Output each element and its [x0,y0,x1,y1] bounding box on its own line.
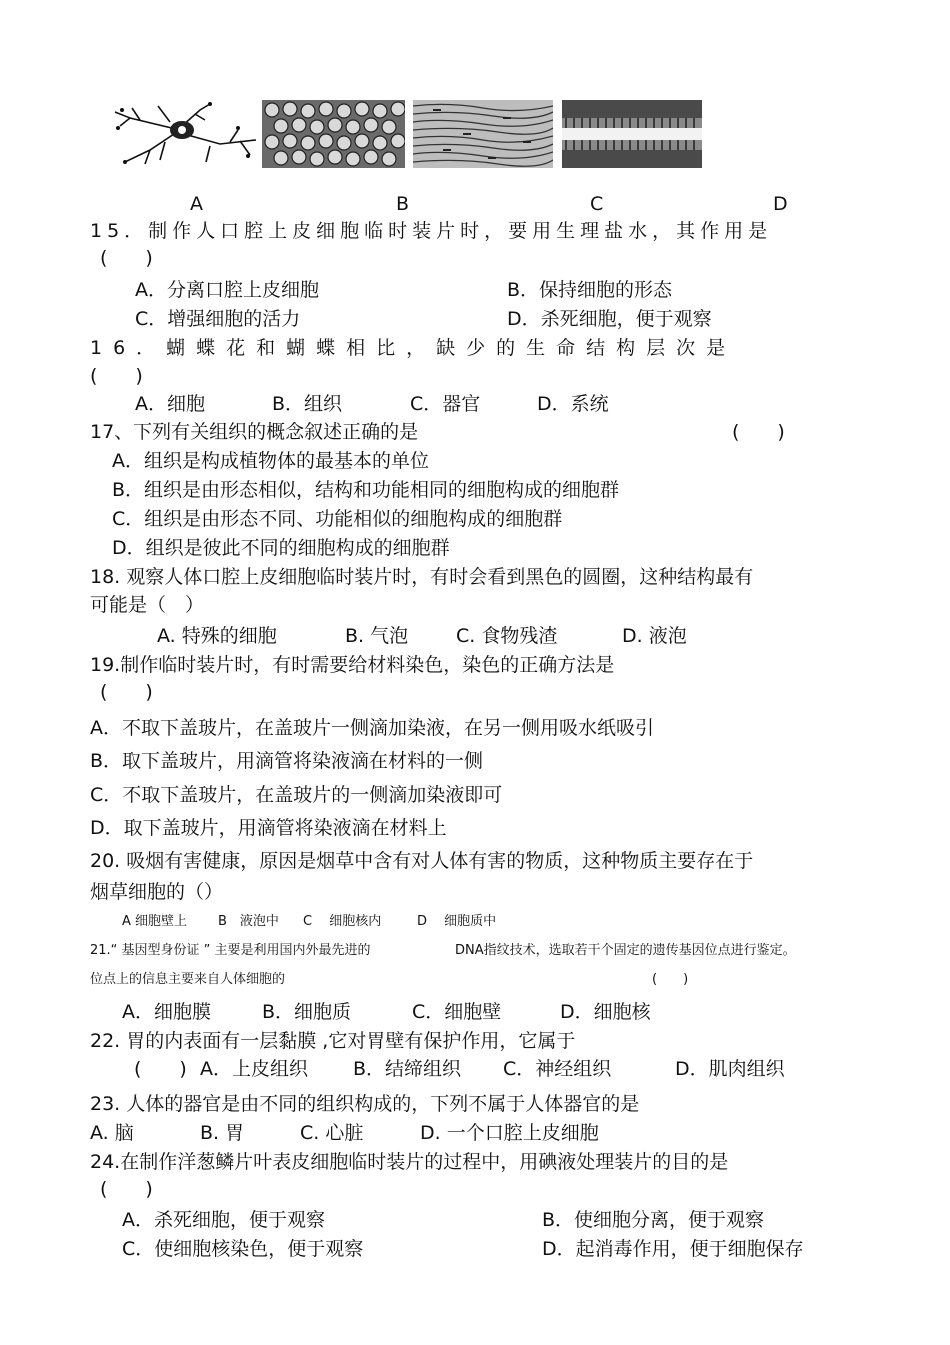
q23-stem: 23. 人体的器官是由不同的组织构成的，下列不属于人体器官的是 [90,1093,640,1115]
figure-image-d-tissue-section [562,100,702,168]
q16-answer-paren: ( ) [90,365,143,387]
q17-stem: 17、下列有关组织的概念叙述正确的是 [90,421,419,443]
q18-option-d: D. 液泡 [622,625,687,647]
q16-option-c: C．器官 [410,393,481,415]
q24-option-d: D．起消毒作用，便于细胞保存 [542,1238,804,1260]
q23-option-a: A. 脑 [90,1122,134,1144]
q22-stem: 22. 胃的内表面有一层黏膜 ,它对胃壁有保护作用，它属于 [90,1030,576,1052]
q20-option-c: C 细胞核内 [303,914,382,929]
figure-label-d: D [773,193,788,215]
q19-stem: 19.制作临时装片时，有时需要给材料染色，染色的正确方法是 [90,654,615,676]
figure-label-c: C [590,193,604,215]
q22-option-c: C．神经组织 [503,1058,612,1080]
q20-stem-line2: 烟草细胞的（） [90,881,224,903]
q16-option-a: A．细胞 [135,393,205,415]
q18-option-c: C. 食物残渣 [456,625,558,647]
q24-option-c: C．使细胞核染色，便于观察 [122,1238,364,1260]
q21-option-d: D．细胞核 [560,1001,651,1023]
q16-stem: 16．蝴蝶花和蝴蝶相比，缺少的生命结构层次是 [90,337,737,359]
q22-answer-paren: ( ) [134,1058,187,1080]
q16-option-d: D．系统 [537,393,609,415]
figure-image-c-muscle-tissue [413,100,553,168]
q23-option-c: C. 心脏 [300,1122,364,1144]
q21-option-a: A．细胞膜 [122,1001,211,1023]
q23-option-d: D. 一个口腔上皮细胞 [420,1122,599,1144]
q21-answer-paren: ( ) [652,972,689,987]
q15-answer-paren: ( ) [100,247,153,269]
q17-option-c: C．组织是由形态不同、功能相似的细胞构成的细胞群 [112,508,563,530]
q18-option-a: A. 特殊的细胞 [157,625,277,647]
q21-option-c: C．细胞壁 [412,1001,502,1023]
figure-image-b-epithelial-tissue [262,100,405,168]
q15-option-d: D．杀死细胞，便于观察 [507,308,712,330]
q17-option-a: A．组织是构成植物体的最基本的单位 [112,450,429,472]
figure-label-b: B [396,193,410,215]
q17-option-b: B．组织是由形态相似，结构和功能相同的细胞构成的细胞群 [112,479,620,501]
q18-stem-line2: 可能是（ ） [90,594,205,616]
q15-option-c: C．增强细胞的活力 [135,308,301,330]
q22-option-d: D．肌肉组织 [675,1058,785,1080]
q18-option-b: B. 气泡 [345,625,409,647]
q20-option-d: D 细胞质中 [417,914,497,929]
q15-option-a: A．分离口腔上皮细胞 [135,279,319,301]
q23-option-b: B. 胃 [200,1122,245,1144]
q24-option-b: B．使细胞分离，便于观察 [542,1209,765,1231]
q19-answer-paren: ( ) [100,681,153,703]
q19-option-d: D．取下盖玻片，用滴管将染液滴在材料上 [90,817,447,839]
q20-stem-line1: 20. 吸烟有害健康，原因是烟草中含有对人体有害的物质，这种物质主要存在于 [90,850,754,872]
q18-stem-line1: 18. 观察人体口腔上皮细胞临时装片时，有时会看到黑色的圆圈，这种结构最有 [90,566,754,588]
q16-option-b: B．组织 [272,393,343,415]
figure-label-a: A [190,193,203,215]
q22-option-a: A．上皮组织 [200,1058,308,1080]
q19-option-b: B．取下盖玻片，用滴管将染液滴在材料的一侧 [90,750,484,772]
q20-option-b: B 液泡中 [218,914,279,929]
q17-answer-paren: ( ) [732,421,785,443]
figure-image-a-neuron [110,100,258,168]
q22-option-b: B．结缔组织 [353,1058,462,1080]
q19-option-c: C．不取下盖玻片，在盖玻片的一侧滴加染液即可 [90,784,503,806]
q17-option-d: D．组织是彼此不同的细胞构成的细胞群 [112,537,450,559]
q15-option-b: B．保持细胞的形态 [507,279,673,301]
q21-option-b: B．细胞质 [262,1001,352,1023]
q24-option-a: A．杀死细胞，便于观察 [122,1209,325,1231]
q24-stem: 24.在制作洋葱鳞片叶表皮细胞临时装片的过程中，用碘液处理装片的目的是 [90,1151,729,1173]
q24-answer-paren: ( ) [100,1178,153,1200]
q21-stem-part2: DNA指纹技术，选取若干个固定的遗传基因位点进行鉴定。 [455,943,796,958]
q15-stem: 15．制作人口腔上皮细胞临时装片时，要用生理盐水，其作用是 [90,220,773,242]
q21-stem-part1: 21.“ 基因型身份证 ” 主要是利用国内外最先进的 [90,943,371,958]
q21-stem-line2: 位点上的信息主要来自人体细胞的 [90,972,286,987]
q20-option-a: A 细胞壁上 [122,914,188,929]
q19-option-a: A．不取下盖玻片，在盖玻片一侧滴加染液，在另一侧用吸水纸吸引 [90,717,654,739]
